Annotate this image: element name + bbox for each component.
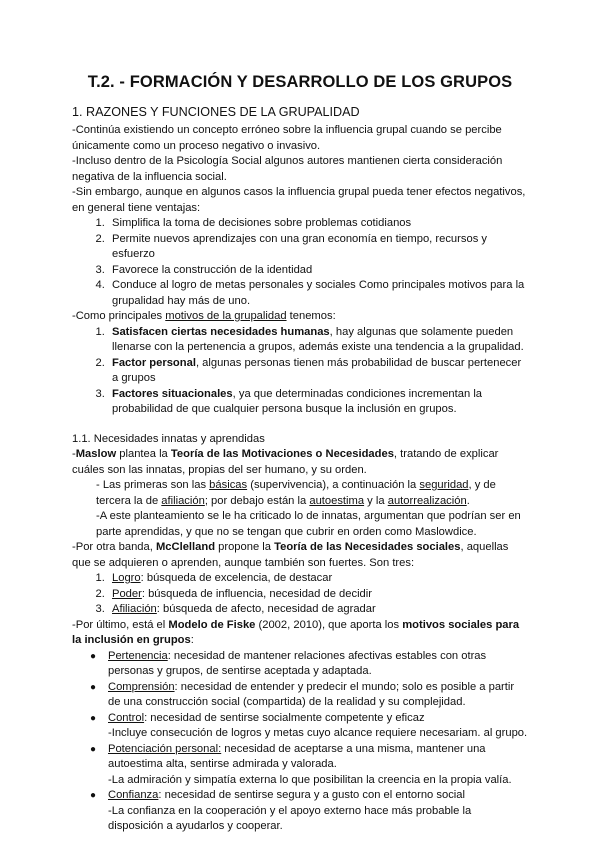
list-item: 1. Satisfacen ciertas necesidades humanas, hay algunas que solamente pueden llenarse con la pertenencia a grupos, además existe una tendencia a la grupalidad. <box>108 325 528 356</box>
list-item: 4. Conduce al logro de metas personales y sociales Como principales motivos para la grupalidad hay más de uno. <box>108 278 528 309</box>
list-item: ● Potenciación personal: necesidad de aceptarse a una misma, mantener una autoestima alta, sentirse admirada y valorada. -La admiración y simpatía externa lo que posibilitan la creencia en la propia valía. <box>90 742 512 786</box>
bullet-icon: ● <box>90 790 97 801</box>
paragraph: -Maslow plantea la Teoría de las Motivaciones o Necesidades, tratando de explicar cuáles son las innatas, propias del ser humano, y su orden. <box>72 448 499 476</box>
fiske-list <box>72 649 528 835</box>
motives-list <box>72 325 528 418</box>
list-item: ● Comprensión: necesidad de entender y predecir el mundo; solo es posible a partir de una construcción social (compartida) de la realidad y su complejidad. <box>90 680 515 708</box>
list-item: 1. Simplifica la toma de decisiones sobre problemas cotidianos <box>108 216 528 232</box>
list-item: 2. Poder: búsqueda de influencia, necesidad de decidir <box>108 587 528 603</box>
list-item: 3. Afiliación: búsqueda de afecto, necesidad de agradar <box>108 602 528 618</box>
list-item: 3. Favorece la construcción de la identidad <box>108 263 528 279</box>
list-item: 2. Permite nuevos aprendizajes con una gran economía en tiempo, recursos y esfuerzo <box>108 232 528 263</box>
advantages-list <box>72 216 528 309</box>
paragraph: -Incluso dentro de la Psicología Social algunos autores mantienen cierta consideración negativa de la influencia social. <box>72 155 503 183</box>
section-heading: 1. RAZONES Y FUNCIONES DE LA GRUPALIDAD <box>72 105 360 119</box>
bullet-icon: ● <box>90 681 97 693</box>
paragraph: -Como principales motivos de la grupalidad tenemos: <box>72 310 336 322</box>
underlined-term: motivos de la grupalidad <box>165 310 287 322</box>
bullet-icon: ● <box>90 650 97 662</box>
bullet-icon: ● <box>90 743 97 755</box>
subsection-heading: 1.1. Necesidades innatas y aprendidas <box>72 432 265 445</box>
paragraph: -Sin embargo, aunque en algunos casos la influencia grupal pueda tener efectos negativos, en general tiene ventajas: <box>72 186 526 214</box>
paragraph: -A este planteamiento se le ha criticado lo de innatas, argumentan que podrían ser en parte aprendidas, y que no se tengan que cubrir en orden como Maslowdice. <box>96 510 521 538</box>
list-item: ● Confianza: necesidad de sentirse segura y a gusto con el entorno social -La confianza en la cooperación y el apoyo externo hace más probable la disposición a ayudarlos y cooperar. <box>90 789 472 832</box>
list-item: ● Control: necesidad de sentirse socialmente competente y eficaz -Incluye consecución de logros y metas cuyo alcance requiere necesariam. al grupo. <box>90 711 528 739</box>
paragraph: - Las primeras son las básicas (supervivencia), a continuación la seguridad, y de tercera la de afiliación; por debajo están la autoestima y la autorrealización. <box>96 479 496 507</box>
paragraph: -Por último, está el Modelo de Fiske (2002, 2010), que aporta los motivos sociales para la inclusión en grupos: <box>72 618 520 646</box>
list-item: 3. Factores situacionales, ya que determinadas condiciones incrementan la probabilidad de que cualquier persona busque la inclusión en grupos. <box>108 387 528 418</box>
list-item: 1. Logro: búsqueda de excelencia, de destacar <box>108 571 528 587</box>
list-item: ● Pertenencia: necesidad de mantener relaciones afectivas estables con otras personas y grupos, de sentirse aceptada y adaptada. <box>90 649 487 677</box>
paragraph: -Por otra banda, McClelland propone la Teoría de las Necesidades sociales, aquellas que se adquieren o aprenden, aunque también son fuertes. Son tres: <box>72 541 509 569</box>
bullet-icon: ● <box>90 712 97 724</box>
paragraph: -Continúa existiendo un concepto erróneo sobre la influencia grupal cuando se percibe únicamente como un proceso negativo o invasivo. <box>72 124 502 152</box>
needs-list <box>72 571 528 618</box>
list-item: 2. Factor personal, algunas personas tienen más probabilidad de buscar pertenecer a grupos <box>108 356 528 387</box>
document-title: T.2. - FORMACIÓN Y DESARROLLO DE LOS GRUPOS <box>87 73 513 91</box>
